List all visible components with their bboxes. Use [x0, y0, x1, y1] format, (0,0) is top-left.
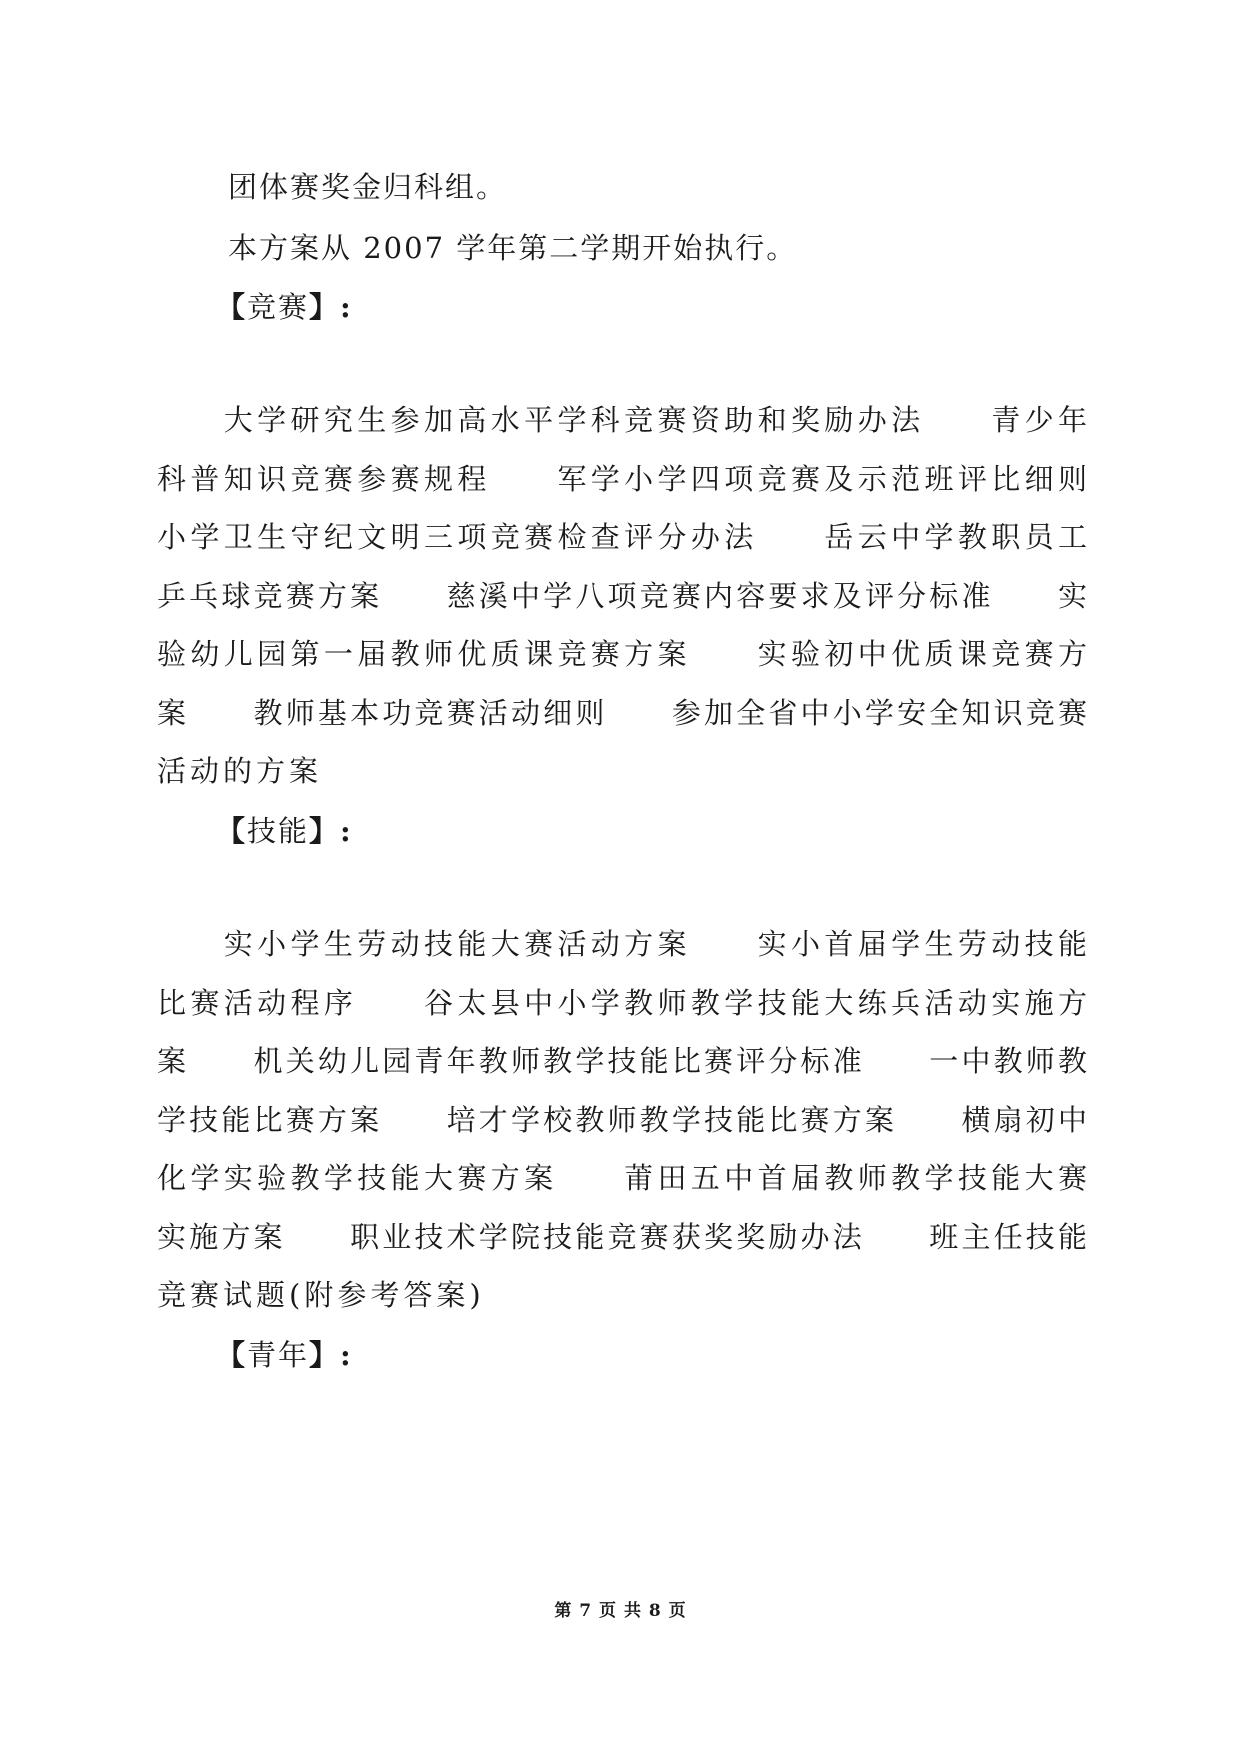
heading-bracket-open: 【: [216, 1338, 248, 1372]
paragraph-line: 小学卫生守纪文明三项竞赛检查评分办法 岳云中学教职员工: [157, 520, 1087, 554]
paragraph-line: 验幼儿园第一届教师优质课竞赛方案 实验初中优质课竞赛方: [157, 637, 1087, 671]
paragraph-line: 化学实验教学技能大赛方案 莆田五中首届教师教学技能大赛: [157, 1161, 1087, 1195]
paragraph-line: 大学研究生参加高水平学科竞赛资助和奖励办法 青少年: [157, 403, 1087, 437]
paragraph-line: 活动的方案: [157, 754, 323, 788]
heading-text: 竞赛: [247, 290, 310, 324]
heading-bracket-close: 】: [309, 290, 341, 324]
heading-bracket-open: 【: [216, 814, 248, 848]
section-heading-competition: [216, 287, 353, 327]
heading-colon: :: [340, 1338, 353, 1372]
heading-colon: :: [340, 814, 353, 848]
section-heading-youth: [216, 1335, 353, 1375]
paragraph-line: 竞赛试题(附参考答案): [157, 1278, 485, 1312]
heading-text: 青年: [247, 1338, 310, 1372]
heading-bracket-open: 【: [216, 290, 248, 324]
heading-bracket-close: 】: [309, 1338, 341, 1372]
paragraph-line: 实小学生劳动技能大赛活动方案 实小首届学生劳动技能: [157, 927, 1087, 961]
heading-text: 技能: [247, 814, 310, 848]
paragraph-line: 案 教师基本功竞赛活动细则 参加全省中小学安全知识竞赛: [157, 696, 1087, 730]
paragraph-line: 学技能比赛方案 培才学校教师教学技能比赛方案 横扇初中: [157, 1103, 1087, 1137]
paragraph-line: 案 机关幼儿园青年教师教学技能比赛评分标准 一中教师教: [157, 1044, 1087, 1078]
section-heading-skills: [216, 811, 353, 851]
intro-line-2: 本方案从 2007 学年第二学期开始执行。: [228, 231, 798, 265]
paragraph-line: 比赛活动程序 谷太县中小学教师教学技能大练兵活动实施方: [157, 986, 1087, 1020]
paragraph-line: 科普知识竞赛参赛规程 军学小学四项竞赛及示范班评比细则: [157, 462, 1087, 496]
intro-line-1: 团体赛奖金归科组。: [228, 170, 508, 204]
paragraph-line: 实施方案 职业技术学院技能竞赛获奖奖励办法 班主任技能: [157, 1220, 1087, 1254]
page-footer: 第 7 页 共 8 页: [554, 1601, 687, 1621]
heading-colon: :: [340, 290, 353, 324]
paragraph-line: 乒乓球竞赛方案 慈溪中学八项竞赛内容要求及评分标准 实: [157, 579, 1087, 613]
heading-bracket-close: 】: [309, 814, 341, 848]
